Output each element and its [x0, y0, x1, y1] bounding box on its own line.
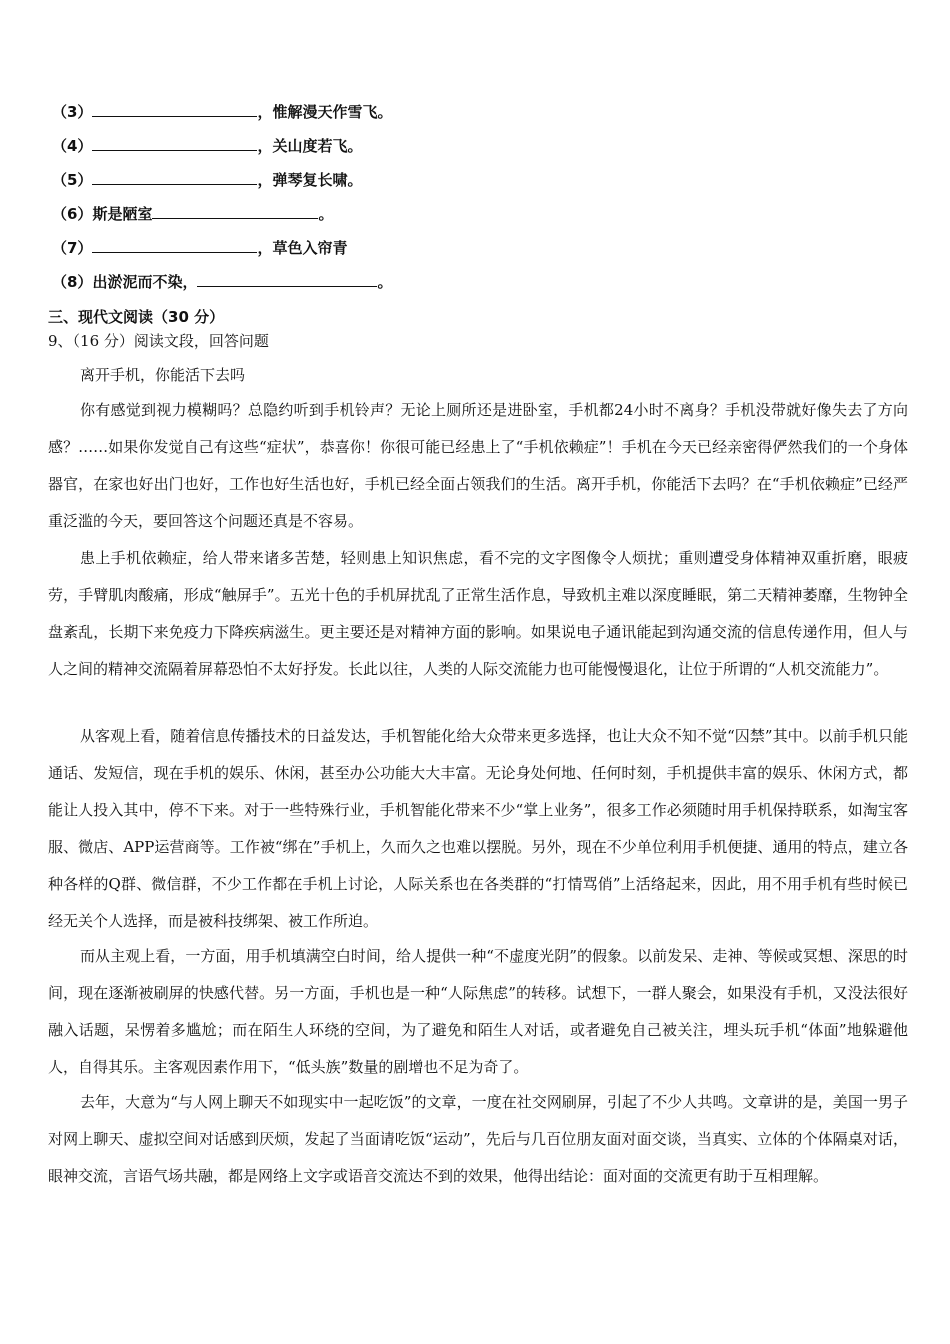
item-suffix: ，关山度若飞。 [257, 137, 363, 155]
answer-blank[interactable] [197, 272, 377, 287]
article-paragraph: 去年，大意为“与人网上聊天不如现实中一起吃饭”的文章，一度在社交网刷屏，引起了不少人共鸣。文章讲的是，美国一男子对网上聊天、虚拟空间对话感到厌烦，发起了当面请吃饭“运动”，先后与几百位朋友面对面交谈，当真实、立体的个体隔桌对话，眼神交流，言语气场共融，都是网络上文字或语音交流达不到的效果，他得出结论：面对面的交流更有助于互相理解。 [48, 1093, 908, 1185]
section-title: 三、现代文阅读（30 分） [48, 308, 225, 326]
fill-item-4 [52, 136, 362, 156]
fill-item-5 [52, 170, 362, 190]
item-number: （4） [52, 137, 93, 155]
fill-item-7 [52, 238, 347, 258]
fill-item-6 [52, 204, 333, 224]
article-title: 离开手机，你能活下去吗 [80, 366, 246, 384]
fill-item-3 [52, 102, 392, 122]
item-number: （3） [52, 103, 93, 121]
article-paragraph: 患上手机依赖症，给人带来诸多苦楚，轻则患上知识焦虑，看不完的文字图像令人烦扰；重则遭受身体精神双重折磨，眼疲劳，手臂肌肉酸痛，形成“触屏手”。五光十色的手机屏扰乱了正常生活作息，导致机主难以深度睡眠，第二天精神萎靡，生物钟全盘紊乱，长期下来免疫力下降疾病滋生。更主要还是对精神方面的影响。如果说电子通讯能起到沟通交流的信息传递作用，但人与人之间的精神交流隔着屏幕恐怕不太好抒发。长此以往，人类的人际交流能力也可能慢慢退化，让位于所谓的“人机交流能力”。 [48, 549, 908, 678]
article-paragraph: 而从主观上看，一方面，用手机填满空白时间，给人提供一种“不虚度光阴”的假象。以前发呆、走神、等候或冥想、深思的时间，现在逐渐被刷屏的快感代替。另一方面，手机也是一种“人际焦虑”的转移。试想下，一群人聚会，如果没有手机，又没法很好融入话题，呆愣着多尴尬；而在陌生人环绕的空间，为了避免和陌生人对话，或者避免自己被关注，埋头玩手机“体面”地躲避他人，自得其乐。主客观因素作用下，“低头族”数量的剧增也不足为奇了。 [48, 947, 908, 1076]
answer-blank[interactable] [92, 102, 257, 117]
item-number: （5） [52, 171, 93, 189]
item-suffix: ，草色入帘青 [257, 239, 348, 257]
answer-blank[interactable] [152, 204, 318, 219]
item-prefix: 斯是陋室 [92, 205, 153, 223]
item-number: （8） [52, 273, 93, 291]
item-suffix: ，惟解漫天作雪飞。 [257, 103, 393, 121]
item-number: （7） [52, 239, 93, 257]
article-paragraph: 从客观上看，随着信息传播技术的日益发达，手机智能化给大众带来更多选择，也让大众不知不觉“囚禁”其中。以前手机只能通话、发短信，现在手机的娱乐、休闲，甚至办公功能大大丰富。无论身处何地、任何时刻，手机提供丰富的娱乐、休闲方式，都能让人投入其中，停不下来。对于一些特殊行业，手机智能化带来不少“掌上业务”，很多工作必须随时用手机保持联系，如淘宝客服、微店、APP运营商等。工作被“绑在”手机上，久而久之也难以摆脱。另外，现在不少单位利用手机便捷、通用的特点，建立各种各样的Q群、微信群，不少工作都在手机上讨论，人际关系也在各类群的“打情骂俏”上活络起来，因此，用不用手机有些时候已经无关个人选择，而是被科技绑架、被工作所迫。 [48, 727, 908, 930]
answer-blank[interactable] [92, 136, 257, 151]
fill-item-8 [52, 272, 392, 292]
answer-blank[interactable] [92, 170, 257, 185]
item-number: （6） [52, 205, 93, 223]
item-prefix: 出淤泥而不染， [92, 273, 198, 291]
answer-blank[interactable] [92, 238, 257, 253]
item-suffix: ，弹琴复长啸。 [257, 171, 363, 189]
article-paragraph: 你有感觉到视力模糊吗？总隐约听到手机铃声？无论上厕所还是进卧室，手机都24小时不离身？手机没带就好像失去了方向感？……如果你发觉自己有这些“症状”，恭喜你！你很可能已经患上了“手机依赖症”！手机在今天已经亲密得俨然我们的一个身体器官，在家也好出门也好，工作也好生活也好，手机已经全面占领我们的生活。离开手机，你能活下去吗？在“手机依赖症”已经严重泛滥的今天，要回答这个问题还真是不容易。 [48, 401, 908, 530]
item-suffix: 。 [377, 273, 393, 291]
question-9-prompt: 9、（16 分）阅读文段，回答问题 [48, 332, 269, 350]
item-suffix: 。 [318, 205, 334, 223]
